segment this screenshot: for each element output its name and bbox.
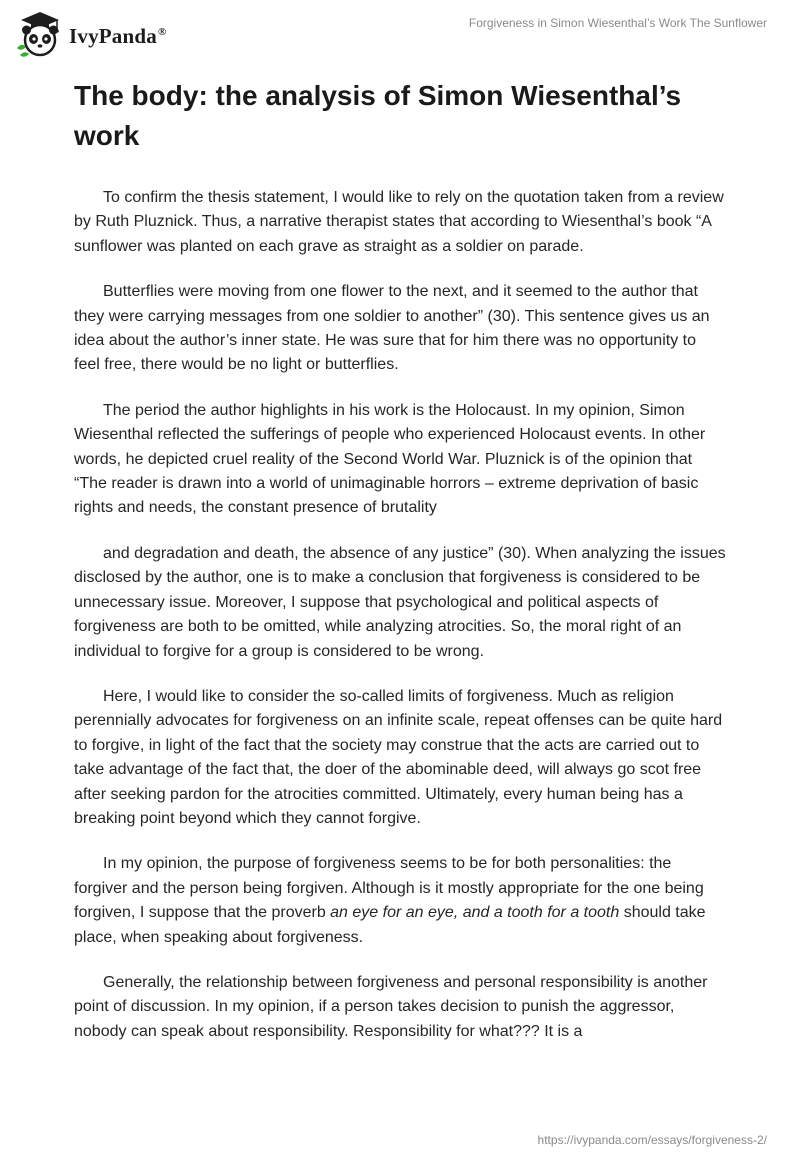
paragraph-3: The period the author highlights in his work is the Holocaust. In my opinion, Simon Wiesenthal reflected the sufferings of people who experienced Holocaust events. In other words, he depicted cruel reality of the Second World War. Pluznick is of the opinion that “The reader is drawn into a world of unimaginable horrors – extreme deprivation of basic rights and needs, the constant presence of brutality: [74, 401, 706, 517]
paragraph-1: To confirm the thesis statement, I would like to rely on the quotation taken from a review by Ruth Pluznick. Thus, a narrative therapist states that according to Wiesenthal’s book “A sunflower was planted on each grave as straight as a soldier on parade.: [74, 189, 724, 255]
registered-mark: ®: [157, 25, 167, 38]
paragraph-7: Generally, the relationship between forgiveness and personal responsibility is another point of discussion. In my opinion, if a person takes decision to punish the aggressor, nobody can speak about responsibility. Responsibility for what??? It is a: [74, 973, 708, 1040]
paragraph-5: Here, I would like to consider the so-called limits of forgiveness. Much as religion perennially advocates for forgiveness on an infinite scale, repeat offenses can be quite hard to forgive, in light of the fact that the society may construe that the acts are carried out to take advantage of the fact that, the doer of the abominable deed, will always go scot free after seeking pardon for the atrocities committed. Ultimately, every human being has a breaking point beyond which they cannot forgive.: [74, 687, 723, 827]
paragraph-6-text-before: In my opinion, the purpose of forgiveness seems to be for both personalities: the forgiver and the person being forgiven. Although is it mostly appropriate for the one being forgiven, I suppose that the proverb: [74, 855, 704, 922]
brand-name: IvyPanda®: [69, 23, 167, 48]
source-url-link[interactable]: https://ivypanda.com/essays/forgiveness-2/: [537, 1133, 767, 1147]
paragraph-6: [74, 852, 726, 950]
document-running-title: Forgiveness in Simon Wiesenthal’s Work The Sunflower: [468, 16, 767, 30]
page-header: [0, 0, 800, 70]
proverb-emphasis: an eye for an eye, and a tooth for a tooth: [330, 904, 620, 922]
ivypanda-logo[interactable]: [14, 8, 166, 60]
paragraph-4: and degradation and death, the absence of any justice” (30). When analyzing the issues disclosed by the author, one is to make a conclusion that forgiveness is considered to be unnecessary issue. Moreover, I suppose that psychological and political aspects of forgiveness are both to be omitted, while analyzing atrocities. So, the moral right of an individual to forgive for a group is considered to be wrong.: [74, 544, 726, 660]
panda-logo-icon: [14, 8, 66, 60]
paragraph-6-text-after: should take place, when speaking about forgiveness.: [74, 904, 706, 946]
essay-body: [74, 76, 726, 1065]
section-heading: The body: the analysis of Simon Wiesenthal’s work: [74, 80, 682, 151]
paragraph-2: Butterflies were moving from one flower to the next, and it seemed to the author that they were carrying messages from one soldier to another” (30). This sentence gives us an idea about the author’s inner state. He was sure that for him there was no opportunity to feel free, there would be no light or butterflies.: [74, 283, 710, 374]
